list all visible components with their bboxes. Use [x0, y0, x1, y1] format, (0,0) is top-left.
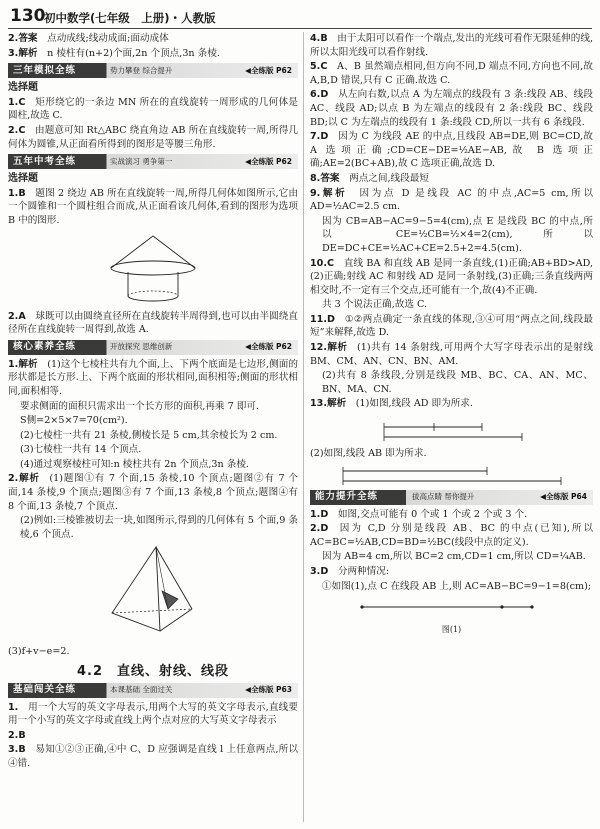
answer-label: 2.B — [8, 729, 26, 741]
answer-label: 1.解析 — [8, 358, 38, 370]
answer-text: 分两种情况: — [337, 566, 390, 577]
answer-item — [310, 32, 593, 59]
section-title: 4.2 直线、射线、线段 — [76, 664, 230, 680]
answer-label: 3.D — [310, 566, 329, 577]
answer-item — [310, 508, 593, 522]
answer-item — [310, 298, 593, 312]
answer-text: S侧=2×5×7=70(cm²). — [20, 415, 128, 427]
answer-text: 因为 C 为线段 AE 的中点,且线段 AB=DE,则 BC=CD,故 A 选项正确;CD=CE−DE=½AE−AB,故 B 选项正确;AE=2(BC+AB),故 C 选项正确,故选 D. — [310, 131, 593, 170]
answer-text: 因为 CB=AB−AC=9−5=4(cm),点 E 是线段 BC 的中点,所以 CE=½CB=½×4=2(cm),所以 DE=DC+CE=½AC+CE=2.5+2=4.5(cm). — [322, 215, 593, 254]
answer-label: 9.解析 — [310, 187, 348, 199]
answer-item — [8, 701, 298, 728]
answer-text: 直线 BA 和直线 AB 是同一条直线,(1)正确;AB+BD>AD,(2)正确;射线 AC 和射线 AD 是同一条射线,(3)正确;三条直线两两相交时,不一定有三个交点,还可能有一个,故(4)不正确. — [310, 257, 593, 296]
answer-item — [8, 358, 298, 399]
answer-text: 点动成线;线动成面;面动成体 — [47, 33, 169, 44]
answer-item — [8, 729, 298, 743]
answer-item — [310, 397, 593, 411]
answer-label: 3.B — [8, 744, 26, 756]
answer-text: 因为点 D 是线段 AC 的中点,AC=5 cm,所以 AD=½AC=2.5 cm. — [310, 187, 593, 213]
answer-text: 因为 C,D 分别是线段 AB、BC 的中点(已知),所以 AC=BC=½AB,CD=BD=½BC(线段中点的定义). — [310, 523, 593, 548]
answer-label: 6.D — [310, 89, 329, 101]
answer-item — [310, 257, 593, 298]
answer-label: 2.答案 — [8, 33, 38, 44]
answer-label: 1.B — [8, 187, 26, 199]
answer-text: (1)题图①有 7 个面,15 条棱,10 个顶点;题图②有 7 个面,14 条棱,9 个顶点;题图③有 7 个面,13 条棱,8 个顶点;题图④有 8 个面,13 条棱,7 个顶点. — [8, 473, 298, 512]
answers-jichu — [8, 701, 298, 771]
answer-label: 4.B — [310, 33, 328, 44]
answer-text: 易知①②③正确,④中 C、D 应强调是直线 l 上任意两点,所以④错. — [8, 744, 298, 769]
column-divider — [303, 32, 304, 822]
answer-item — [310, 369, 593, 396]
answer-item — [8, 414, 298, 428]
answers-wunian-2 — [8, 310, 298, 337]
euler-formula: (3)f+v−e=2. — [8, 646, 70, 658]
answers-continued — [310, 32, 593, 411]
answer-text: (1)这个七棱柱共有九个面,上、下两个底面是七边形,侧面的形状都是长方形.上、下两个底面的形状相同,面积相等;侧面的形状相同,面积相等. — [8, 358, 298, 397]
banner-sannian: 三年模拟全练 势力攀登 综合提升 ◀全练版 P62 — [8, 63, 298, 78]
page-header — [8, 6, 592, 29]
answers-nengli — [310, 508, 593, 594]
left-column — [8, 32, 298, 772]
answer-item — [8, 443, 298, 457]
answer-text: (1)共有 14 条射线,可用两个大写字母表示出的是射线 BM、CM、AN、CN、BN、AM. — [310, 342, 593, 367]
fig13-text: (2)如图,线段 AB 即为所求. — [310, 448, 427, 460]
answer-item — [310, 550, 593, 564]
answer-text: (2)共有 8 条线段,分别是线段 MB、BC、CA、AN、MC、BN、MA、CN. — [322, 370, 593, 395]
answer-item — [310, 522, 593, 549]
answer-item — [8, 400, 298, 414]
answer-label: 1. — [8, 701, 19, 713]
figure-caption: 图(1) — [441, 625, 462, 635]
answer-text: 因为 AB=4 cm,所以 BC=2 cm,CD=1 cm,所以 CD=¼AB. — [322, 551, 586, 563]
answer-label: 3.解析 — [8, 47, 38, 59]
answer-item — [310, 341, 593, 368]
answer-label: 2.C — [8, 124, 26, 136]
banner-jichu: 基础闯关全练 本课基础 全面过关 ◀全练版 P63 — [8, 683, 298, 698]
answer-label: 1.C — [8, 96, 26, 108]
answer-item — [8, 743, 298, 770]
answer-item — [8, 187, 298, 228]
section-heading: 选择题 — [8, 173, 38, 185]
answer-item — [8, 310, 298, 337]
answer-text: A、B 虽然端点相同,但方向不同,D 端点不同,方向也不同,故 A,B,D 错误,只有 C 正确.故选 C. — [310, 61, 593, 86]
answer-item — [310, 60, 593, 87]
answer-text: 如图,交点可能有 0 个或 1 个或 2 个或 3 个. — [337, 508, 528, 520]
answer-label: 8.答案 — [310, 172, 340, 184]
answers-hexin — [8, 358, 298, 542]
banner-wunian: 五年中考全练 实战演习 勇争第一 ◀全练版 P62 — [8, 154, 298, 169]
answer-item — [8, 124, 298, 151]
answers-sannian — [8, 96, 298, 151]
answer-item — [310, 130, 593, 171]
answer-text: (3)七棱柱一共有 14 个顶点. — [20, 444, 142, 456]
answer-label: 2.解析 — [8, 473, 40, 485]
answer-label: 13.解析 — [310, 398, 347, 410]
banner-hexin: 核心素养全练 开放探究 思维创新 ◀全练版 P62 — [8, 340, 298, 355]
answer-text: (2)例如:三棱锥被切去一块,如图所示,得到的几何体有 5 个面,9 条棱,6 个顶点. — [20, 515, 298, 540]
answer-label: 7.D — [310, 131, 329, 143]
segment-figure-2 — [337, 463, 567, 487]
answer-label: 11.D — [310, 313, 335, 325]
answer-text: 共 3 个说法正确,故选 C. — [322, 299, 428, 311]
answer-item — [8, 514, 298, 541]
answer-label: 1.D — [310, 508, 329, 520]
answer-item — [8, 32, 298, 46]
answer-text: 题图 2 绕边 AB 所在直线旋转一周,所得几何体如图所示,它由一个圆锥和一个圆柱组合而成,从正面看该几何体,看到的图形为选项 B 中的图形. — [8, 187, 298, 226]
book-title: 初中数学(七年级 上册)・人教版 — [44, 11, 216, 25]
answer-item — [310, 215, 593, 256]
answer-text: (4)通过观察棱柱可知:n 棱柱共有 2n 个顶点,3n 条棱. — [20, 458, 249, 470]
answer-text: 球既可以由圆绕直径所在直线旋转半周得到,也可以由半圆绕直径所在直线旋转一周得到,故选 A. — [8, 310, 298, 336]
answer-item — [310, 187, 593, 214]
answer-text: 由题意可知 Rt△ABC 绕直角边 AB 所在直线旋转一周,所得几何体为圆锥,从正面看所得到的图形是等腰三角形. — [8, 124, 298, 150]
answer-item — [8, 472, 298, 513]
answer-text: (2)七棱柱一共有 21 条棱,侧棱长是 5 cm,其余棱长为 2 cm. — [20, 429, 278, 441]
intro-answers — [8, 32, 298, 60]
answer-text: 由于太阳可以看作一个端点,发出的光线可看作无限延伸的线,所以太阳光线可以看作射线. — [310, 33, 593, 58]
answer-text: 两点之间,线段最短 — [349, 172, 429, 184]
answer-text: ①如图(1),点 C 在线段 AB 上,则 AC=AB−BC=9−1=8(cm); — [322, 580, 592, 592]
answer-label: 10.C — [310, 257, 335, 269]
answer-text: 用一个大写的英文字母表示,用两个大写的英文字母表示,直线要用一个小写的英文字母或直线上两个点对应的大写英文字母表示 — [8, 701, 298, 727]
answer-item — [310, 580, 593, 594]
right-column — [310, 32, 593, 637]
section-heading: 选择题 — [8, 82, 38, 94]
answer-label: 2.D — [310, 523, 329, 535]
banner-nengli: 能力提升全练 拔高点睛 帮你提升 ◀全练版 P64 — [310, 490, 593, 505]
answer-item — [310, 313, 593, 340]
answer-label: 2.A — [8, 310, 26, 322]
answer-item — [8, 47, 298, 61]
answer-text: (1)如图,线段 AD 即为所求. — [355, 398, 473, 410]
answer-text: ①②两点确定一条直线的体现,③④可用“两点之间,线段最短”来解释,故选 D. — [310, 313, 593, 339]
answer-text: n 棱柱有(n+2)个面,2n 个顶点,3n 条棱. — [47, 47, 220, 59]
answer-item — [310, 172, 593, 186]
page-number: 130 — [10, 6, 46, 26]
answer-item — [8, 458, 298, 472]
segment-figure-1 — [372, 413, 532, 445]
segment-figure-3 — [352, 595, 552, 621]
answer-label: 12.解析 — [310, 342, 348, 354]
answer-item — [310, 88, 593, 129]
answer-text: 矩形绕它的一条边 MN 所在的直线旋转一周形成的几何体是圆柱,故选 C. — [8, 96, 298, 122]
answer-text: 从左向右数,以点 A 为左端点的线段有 3 条:线段 AB、线段 AC、线段 AD;以点 B 为左端点的线段有 2 条:线段 BC、线段 BD;以 C 为左端点的线段有 1 条:线段 CD,所以一共有 6 条线段. — [310, 89, 593, 128]
answer-item — [8, 96, 298, 123]
truncated-pyramid-figure — [98, 543, 208, 643]
answer-item — [8, 429, 298, 443]
cone-cylinder-figure — [98, 230, 208, 308]
answer-label: 5.C — [310, 61, 328, 73]
answers-wunian — [8, 187, 298, 228]
answer-text: 要求侧面的面积只需求出一个长方形的面积,再乘 7 即可. — [20, 400, 259, 412]
answer-item — [310, 565, 593, 579]
